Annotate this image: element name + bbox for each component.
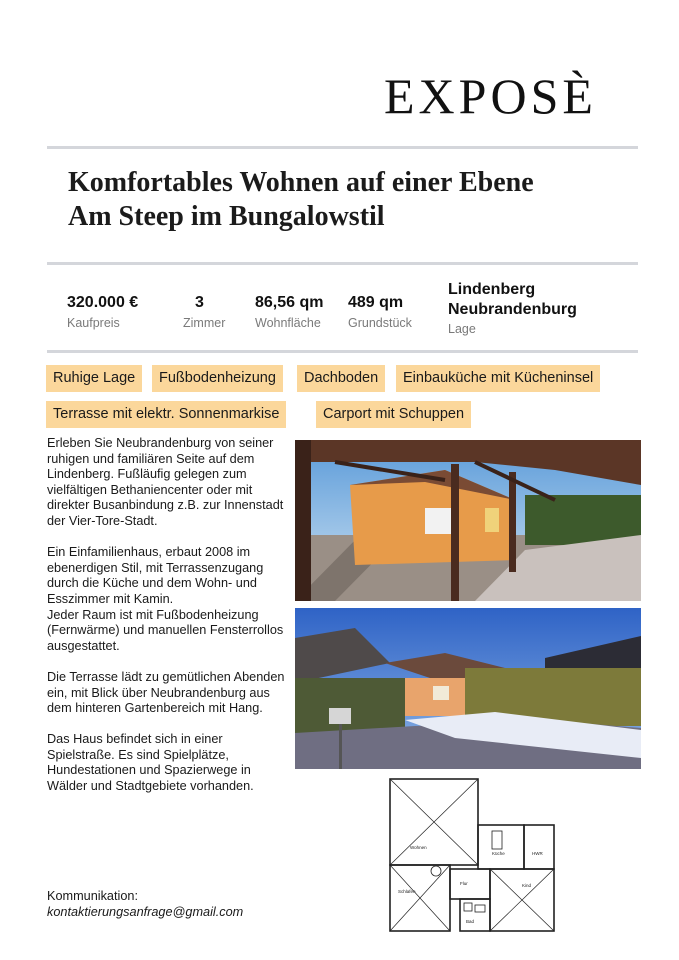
divider-headline	[47, 262, 638, 265]
divider-facts	[47, 350, 638, 353]
feature-tag: Carport mit Schuppen	[316, 401, 471, 428]
terrace-photo	[295, 440, 641, 601]
fact-price	[67, 292, 138, 332]
room-label: Schlafen	[398, 889, 416, 894]
fact-label: Kaufpreis	[67, 316, 120, 330]
description-paragraph	[47, 545, 285, 654]
fact-label: Grundstück	[348, 316, 412, 330]
divider-top	[47, 146, 638, 149]
fact-value-line-1: Lindenberg	[448, 281, 536, 298]
room-label: Küche	[492, 851, 505, 856]
description-paragraph: Das Haus befindet sich in einer Spielstraße. Es sind Spielplätze, Hundestationen und Spazierwege in Wälder und Stadtgebiete vorhanden.	[47, 732, 254, 794]
fact-plot-area	[348, 292, 412, 332]
feature-tag: Ruhige Lage	[46, 365, 142, 392]
headline-line-1: Komfortables Wohnen auf einer Ebene	[68, 167, 534, 198]
fact-value: 3	[195, 294, 204, 311]
contact-email[interactable]: kontaktierungsanfrage@gmail.com	[47, 905, 244, 919]
room-label: Kind	[522, 883, 532, 888]
floor-plan	[372, 773, 564, 939]
garden-photo	[295, 608, 641, 769]
room-label: HWR	[532, 851, 543, 856]
headline-line-2: Am Steep im Bungalowstil	[68, 201, 385, 232]
listing-headline	[68, 166, 648, 234]
fact-location	[448, 280, 577, 338]
fact-value: 489 qm	[348, 294, 404, 311]
feature-tag: Einbauküche mit Kücheninsel	[396, 365, 600, 392]
fact-value: 86,56 qm	[255, 294, 324, 311]
fact-value: 320.000 €	[67, 294, 139, 311]
description-paragraph: Die Terrasse lädt zu gemütlichen Abenden ein, mit Blick über Neubrandenburg aus dem hinteren Gartenbereich mit Hang.	[47, 669, 285, 716]
description-text: Jeder Raum ist mit Fußbodenheizung (Fernwärme) und manuellen Fensterrollos ausgestattet.	[47, 607, 284, 653]
feature-tag: Dachboden	[297, 365, 385, 392]
fact-living-area	[255, 292, 323, 332]
fact-value-line-2: Neubrandenburg	[448, 301, 577, 318]
room-label: Bad	[466, 919, 475, 924]
description-paragraph: Erleben Sie Neubrandenburg von seiner ruhigen und familiären Seite auf dem Lindenberg. Fußläufig gelegen zum vielfältigen Bethaniencenter oder mit direkter Busanbindung z.B. zur Innenstadt der Vier-Tore-Stadt.	[47, 436, 284, 528]
room-label: Flur	[460, 881, 468, 886]
room-label: Wohnen	[410, 845, 427, 850]
feature-tag: Fußbodenheizung	[152, 365, 283, 392]
fact-label: Zimmer	[183, 316, 226, 330]
fact-rooms	[183, 292, 225, 332]
description-text: Ein Einfamilienhaus, erbaut 2008 im ebenerdigen Stil, mit Terrassenzugang durch die Küche und dem Wohn- und Esszimmer mit Kamin.	[47, 545, 264, 606]
feature-tag: Terrasse mit elektr. Sonnenmarkise	[46, 401, 286, 428]
description	[47, 436, 285, 810]
contact-label: Kommunikation:	[47, 889, 138, 903]
fact-label: Wohnfläche	[255, 316, 321, 330]
fact-label: Lage	[448, 322, 476, 336]
document-title: EXPOSÈ	[384, 68, 597, 124]
